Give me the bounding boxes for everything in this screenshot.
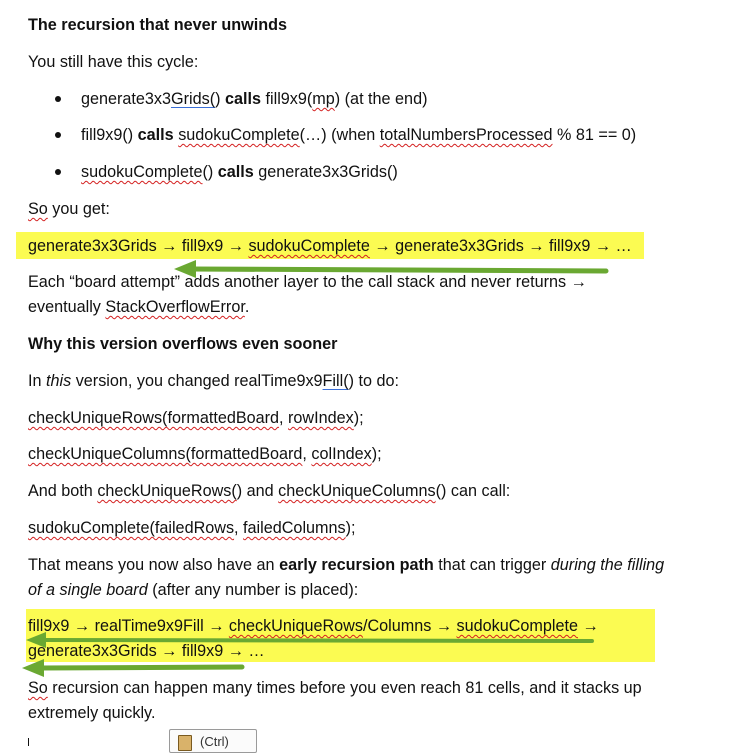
that-means-line-2: of a single board (after any number is placed): — [28, 581, 359, 599]
that-means-line-1: That means you now also have an early recursion path that can trigger during the filling — [28, 556, 665, 574]
heading-recursion-never-unwinds: The recursion that never unwinds — [28, 16, 288, 34]
bullet-item-2: fill9x9() calls sudokuComplete(…) (when totalNumbersProcessed % 81 == 0) — [81, 126, 637, 144]
heading-overflows-sooner: Why this version overflows even sooner — [28, 335, 338, 353]
bullet-dot — [55, 132, 61, 138]
recursion-chain-2-line-1: fill9x9 → realTime9x9Fill → checkUniqueRows/Columns → sudokuComplete → — [28, 617, 599, 635]
bullet-item-3: sudokuComplete() calls generate3x3Grids() — [81, 163, 398, 181]
so-recursion-line-1: So recursion can happen many times before you even reach 81 cells, and it stacks up — [28, 679, 642, 697]
bullet-dot — [55, 96, 61, 102]
paste-options-button[interactable] — [169, 729, 257, 753]
intro-text: You still have this cycle: — [28, 53, 199, 71]
code-check-unique-rows: checkUniqueRows(formattedBoard, rowIndex); — [28, 409, 364, 427]
bullet-dot — [55, 169, 61, 175]
in-this-version: In this version, you changed realTime9x9Fill() to do: — [28, 372, 400, 390]
code-check-unique-columns: checkUniqueColumns(formattedBoard, colIndex); — [28, 445, 382, 463]
bullet-item-1: generate3x3Grids() calls fill9x9(mp) (at the end) — [81, 90, 428, 108]
recursion-chain-1: generate3x3Grids → fill9x9 → sudokuComplete → generate3x3Grids → fill9x9 → … — [28, 237, 632, 255]
and-both-line: And both checkUniqueRows() and checkUniqueColumns() can call: — [28, 482, 511, 500]
text-cursor — [28, 738, 29, 746]
so-you-get: So you get: — [28, 200, 110, 218]
each-board-attempt-line-1: Each “board attempt” adds another layer to the call stack and never returns → — [28, 273, 587, 291]
paste-options-label: (Ctrl) — [200, 734, 229, 749]
clipboard-icon — [178, 735, 192, 751]
recursion-chain-2-line-2: generate3x3Grids → fill9x9 → … — [28, 642, 265, 660]
so-recursion-line-2: extremely quickly. — [28, 704, 156, 722]
code-sudoku-complete: sudokuComplete(failedRows, failedColumns); — [28, 519, 356, 537]
each-board-attempt-line-2: eventually StackOverflowError. — [28, 298, 250, 316]
